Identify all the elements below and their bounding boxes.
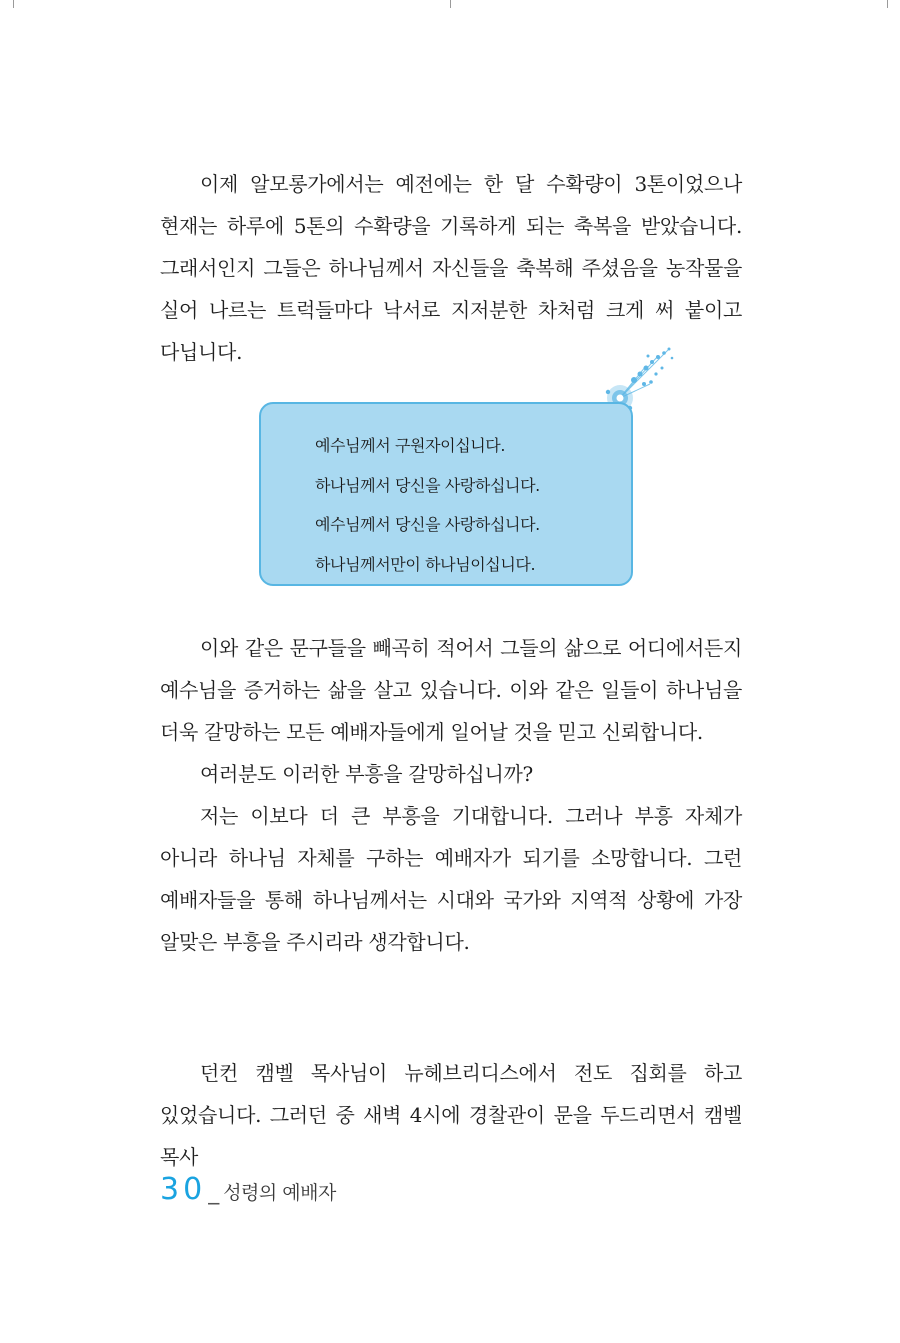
callout-line-4: 하나님께서만이 하나님이십니다. [315, 554, 536, 574]
scripture-callout-box [259, 402, 633, 586]
body-text-block-3 [160, 1052, 742, 1178]
callout-line-2: 하나님께서 당신을 사랑하십니다. [315, 475, 540, 495]
paragraph: 이제 알모롱가에서는 예전에는 한 달 수확량이 3톤이었으나 현재는 하루에 5톤의 수확량을 기록하게 되는 축복을 받았습니다. 그래서인지 그들은 하나님께서 자신들을 축복해 주셨음을 농작물을 실어 나르는 트럭들마다 낙서로 지저분한 차처럼 크게 써 붙이고 다닙니다. [160, 172, 742, 364]
paragraph: 이와 같은 문구들을 빼곡히 적어서 그들의 삶으로 어디에서든지 예수님을 증거하는 삶을 살고 있습니다. 이와 같은 일들이 하나님을 더욱 갈망하는 모든 예배자들에게 일어날 것을 믿고 신뢰합니다. [160, 636, 742, 744]
running-book-title: 성령의 예배자 [223, 1182, 336, 1204]
page-number: 30 [160, 1172, 207, 1207]
footer-separator: _ [208, 1180, 220, 1205]
crop-mark-left [13, 0, 14, 8]
crop-mark-center [450, 0, 451, 8]
body-text-block-2 [160, 627, 742, 963]
page-footer [160, 1172, 336, 1216]
callout-line-3: 예수님께서 당신을 사랑하십니다. [315, 515, 540, 534]
body-text-block-1 [160, 163, 742, 373]
crop-mark-right [887, 0, 888, 8]
callout-line-1: 예수님께서 구원자이십니다. [315, 436, 506, 455]
paragraph: 던컨 캠벨 목사님이 뉴헤브리디스에서 전도 집회를 하고 있었습니다. 그러던 중 새벽 4시에 경찰관이 문을 두드리면서 캠벨 목사 [160, 1061, 742, 1169]
paragraph: 여러분도 이러한 부흥을 갈망하십니까? [200, 762, 533, 786]
paragraph: 저는 이보다 더 큰 부흥을 기대합니다. 그러나 부흥 자체가 아니라 하나님 자체를 구하는 예배자가 되기를 소망합니다. 그런 예배자들을 통해 하나님께서는 시대와 국가와 지역적 상황에 가장 알맞은 부흥을 주시리라 생각합니다. [160, 804, 742, 954]
